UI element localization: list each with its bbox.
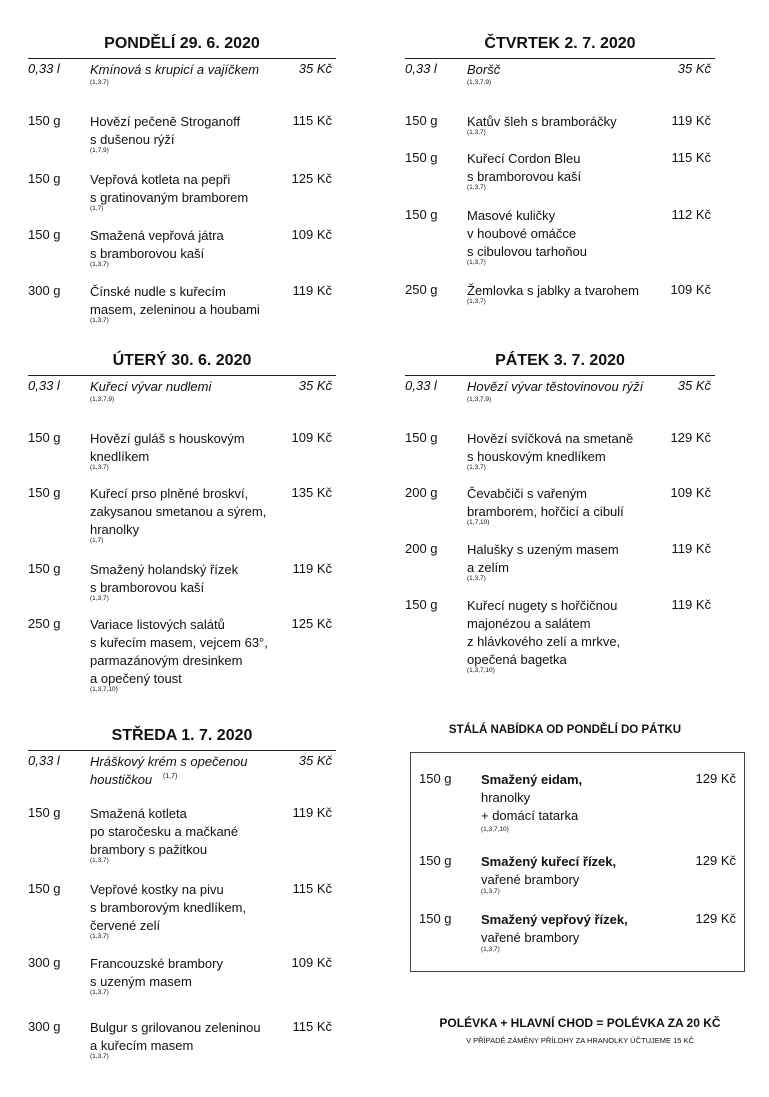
item-price: 129 Kč (695, 771, 736, 786)
item-allergens: (1,3,7) (467, 259, 486, 266)
permanent-offer-title: STÁLÁ NABÍDKA OD PONDĚLÍ DO PÁTKU (448, 724, 682, 736)
item-name: Hovězí pečeně Stroganoff s dušenou rýží (90, 114, 241, 147)
day-divider (28, 375, 336, 376)
item-price: 119 Kč (292, 805, 332, 820)
item-quantity: 150 g (405, 207, 438, 222)
item-name-main: Smažený vepřový řízek, (481, 912, 628, 927)
item-quantity: 0,33 l (28, 61, 60, 76)
item-allergens: (1,3,7,9) (90, 396, 115, 403)
item-allergens: (1,7) (90, 205, 104, 212)
item-price: 109 Kč (291, 227, 332, 242)
item-name: Smažený holandský řízek s bramborovou kaší (90, 562, 239, 595)
item-allergens: (1,3,7) (481, 946, 500, 953)
item-allergens: (1,7,9) (90, 147, 109, 154)
item-price: 129 Kč (695, 853, 736, 868)
item-allergens: (1,3,7) (90, 1053, 109, 1060)
item-name: Smažená vepřová játra s bramborovou kaší (90, 228, 224, 261)
item-allergens: (1,3,7) (467, 298, 486, 305)
day-title: PÁTEK 3. 7. 2020 (495, 352, 625, 369)
item-price: 135 Kč (291, 485, 332, 500)
item-price: 109 Kč (291, 430, 332, 445)
item-quantity: 150 g (405, 113, 438, 128)
item-name: Variace listových salátů s kuřecím masem, vejcem 63°, parmazánovým dresinkem a opečený toust (90, 617, 268, 686)
day-title: PONDĚLÍ 29. 6. 2020 (104, 35, 260, 52)
item-quantity: 150 g (28, 485, 61, 500)
item-quantity: 200 g (405, 485, 438, 500)
item-price: 129 Kč (695, 911, 736, 926)
item-name: Masové kuličky v houbové omáčce s cibulovou tarhoňou (467, 208, 587, 259)
item-allergens: (1,3,7,10) (467, 667, 495, 674)
item-quantity: 150 g (405, 597, 438, 612)
item-name: Hovězí svíčková na smetaně s houskovým knedlíkem (467, 431, 634, 464)
item-price: 35 Kč (298, 753, 332, 768)
item-name: Vepřová kotleta na pepři s gratinovaným bramborem (90, 172, 249, 205)
item-name: Žemlovka s jablky a tvarohem (467, 283, 639, 298)
item-quantity: 0,33 l (405, 378, 437, 393)
day-divider (28, 750, 336, 751)
item-allergens: (1,3,7) (90, 317, 109, 324)
item-name: Francouzské brambory s uzeným masem (90, 956, 223, 989)
item-name: Kuřecí nugety s hořčičnou majonézou a salátem z hlávkového zelí a mrkve, opečená bagetka (467, 598, 621, 667)
item-price: 35 Kč (298, 61, 332, 76)
item-quantity: 250 g (28, 616, 61, 631)
item-allergens: (1,3,7,9) (467, 79, 492, 86)
item-allergens: (1,3,7) (90, 857, 109, 864)
item-quantity: 0,33 l (28, 378, 60, 393)
item-price: 119 Kč (292, 561, 332, 576)
item-name: Halušky s uzeným masem a zelím (467, 542, 619, 575)
item-price: 109 Kč (291, 955, 332, 970)
item-allergens: (1,3,7) (90, 989, 109, 996)
item-price: 125 Kč (291, 616, 332, 631)
item-quantity: 150 g (419, 911, 452, 926)
item-price: 35 Kč (677, 378, 711, 393)
item-price: 109 Kč (670, 485, 711, 500)
item-name: Hovězí guláš s houskovým knedlíkem (90, 431, 245, 464)
item-name: Vepřové kostky na pivu s bramborovým knedlíkem, červené zelí (90, 882, 247, 933)
day-divider (405, 58, 715, 59)
day-thursday (405, 35, 715, 325)
item-quantity: 150 g (28, 561, 61, 576)
item-quantity: 150 g (28, 881, 61, 896)
fries-surcharge-note: V PŘÍPADĚ ZÁMĚNY PŘÍLOHY ZA HRANOLKY ÚČTUJEME 15 KČ (466, 1036, 694, 1045)
item-allergens: (1,3,7) (90, 933, 109, 940)
item-allergens: (1,3,7,10) (90, 686, 118, 693)
item-price: 35 Kč (677, 61, 711, 76)
item-allergens: (1,3,7,9) (467, 396, 492, 403)
item-allergens: (1,7) (90, 537, 104, 544)
item-name (481, 771, 582, 825)
item-quantity: 150 g (405, 150, 438, 165)
item-quantity: 150 g (28, 227, 61, 242)
item-price: 115 Kč (671, 150, 711, 165)
day-title: ČTVRTEK 2. 7. 2020 (484, 35, 636, 52)
item-name (481, 853, 616, 889)
item-name: Boršč (467, 62, 501, 77)
day-title: ÚTERÝ 30. 6. 2020 (112, 352, 252, 369)
item-quantity: 150 g (28, 430, 61, 445)
item-quantity: 150 g (28, 113, 61, 128)
item-allergens: (1,3,7) (90, 595, 109, 602)
day-friday (405, 352, 715, 692)
item-name: Čínské nudle s kuřecím masem, zeleninou a houbami (90, 284, 260, 317)
item-price: 119 Kč (671, 113, 711, 128)
item-quantity: 0,33 l (405, 61, 437, 76)
item-price: 35 Kč (298, 378, 332, 393)
item-allergens: (1,7) (163, 773, 178, 780)
item-quantity: 150 g (405, 430, 438, 445)
item-name-main: Smažený kuřecí řízek, (481, 854, 617, 869)
item-allergens: (1,3,7) (467, 184, 486, 191)
item-price: 119 Kč (292, 283, 332, 298)
item-price: 119 Kč (671, 597, 711, 612)
day-divider (28, 58, 336, 59)
item-name: Čevabčiči s vařeným bramborem, hořčicí a cibulí (467, 486, 624, 519)
item-quantity: 150 g (419, 853, 452, 868)
item-name: Kuřecí vývar nudlemi (90, 379, 212, 394)
item-price: 115 Kč (292, 113, 332, 128)
day-title: STŘEDA 1. 7. 2020 (111, 727, 253, 744)
item-allergens: (1,3,7) (90, 261, 109, 268)
soup-combo-offer: POLÉVKA + HLAVNÍ CHOD = POLÉVKA ZA 20 KČ (439, 1016, 721, 1030)
item-price: 112 Kč (671, 207, 711, 222)
item-allergens: (1,3,7) (90, 79, 109, 86)
item-allergens: (1,3,7) (90, 464, 109, 471)
item-quantity: 300 g (28, 283, 61, 298)
item-price: 125 Kč (291, 171, 332, 186)
item-quantity: 300 g (28, 1019, 61, 1034)
item-quantity: 150 g (419, 771, 452, 786)
item-allergens: (1,3,7) (467, 575, 486, 582)
item-quantity: 200 g (405, 541, 438, 556)
item-quantity: 250 g (405, 282, 438, 297)
day-monday (28, 35, 336, 325)
item-allergens: (1,3,7) (467, 464, 486, 471)
day-tuesday (28, 352, 336, 692)
item-name (481, 911, 628, 947)
item-name: Smažená kotleta po staročesku a mačkané brambory s pažitkou (90, 806, 239, 857)
item-price: 115 Kč (292, 881, 332, 896)
permanent-offer-box (410, 752, 745, 972)
item-quantity: 0,33 l (28, 753, 60, 768)
item-allergens: (1,3,7,10) (481, 826, 509, 833)
item-name-side: vařené brambory (481, 872, 580, 887)
item-allergens: (1,7,10) (467, 519, 490, 526)
item-name-side: hranolky + domácí tatarka (481, 790, 579, 823)
item-name: Kmínová s krupicí a vajíčkem (90, 62, 260, 77)
day-divider (405, 375, 715, 376)
item-allergens: (1,3,7) (467, 129, 486, 136)
item-name: Bulgur s grilovanou zeleninou a kuřecím masem (90, 1020, 261, 1053)
item-price: 129 Kč (670, 430, 711, 445)
item-price: 109 Kč (670, 282, 711, 297)
day-wednesday (28, 727, 336, 1067)
item-name: Hovězí vývar těstovinovou rýží (467, 379, 644, 394)
item-name-main: Smažený eidam, (481, 772, 583, 787)
item-name: Kuřecí Cordon Bleu s bramborovou kaší (467, 151, 582, 184)
item-quantity: 150 g (28, 805, 61, 820)
item-price: 115 Kč (292, 1019, 332, 1034)
item-name: Kuřecí prso plněné broskví, zakysanou smetanou a sýrem, hranolky (90, 486, 267, 537)
item-name-side: vařené brambory (481, 930, 580, 945)
item-quantity: 300 g (28, 955, 61, 970)
item-name: Katův šleh s bramboráčky (467, 114, 617, 129)
item-quantity: 150 g (28, 171, 61, 186)
item-name: Hráškový krém s opečenou houstičkou (90, 754, 248, 787)
item-allergens: (1,3,7) (481, 888, 500, 895)
item-price: 119 Kč (671, 541, 711, 556)
